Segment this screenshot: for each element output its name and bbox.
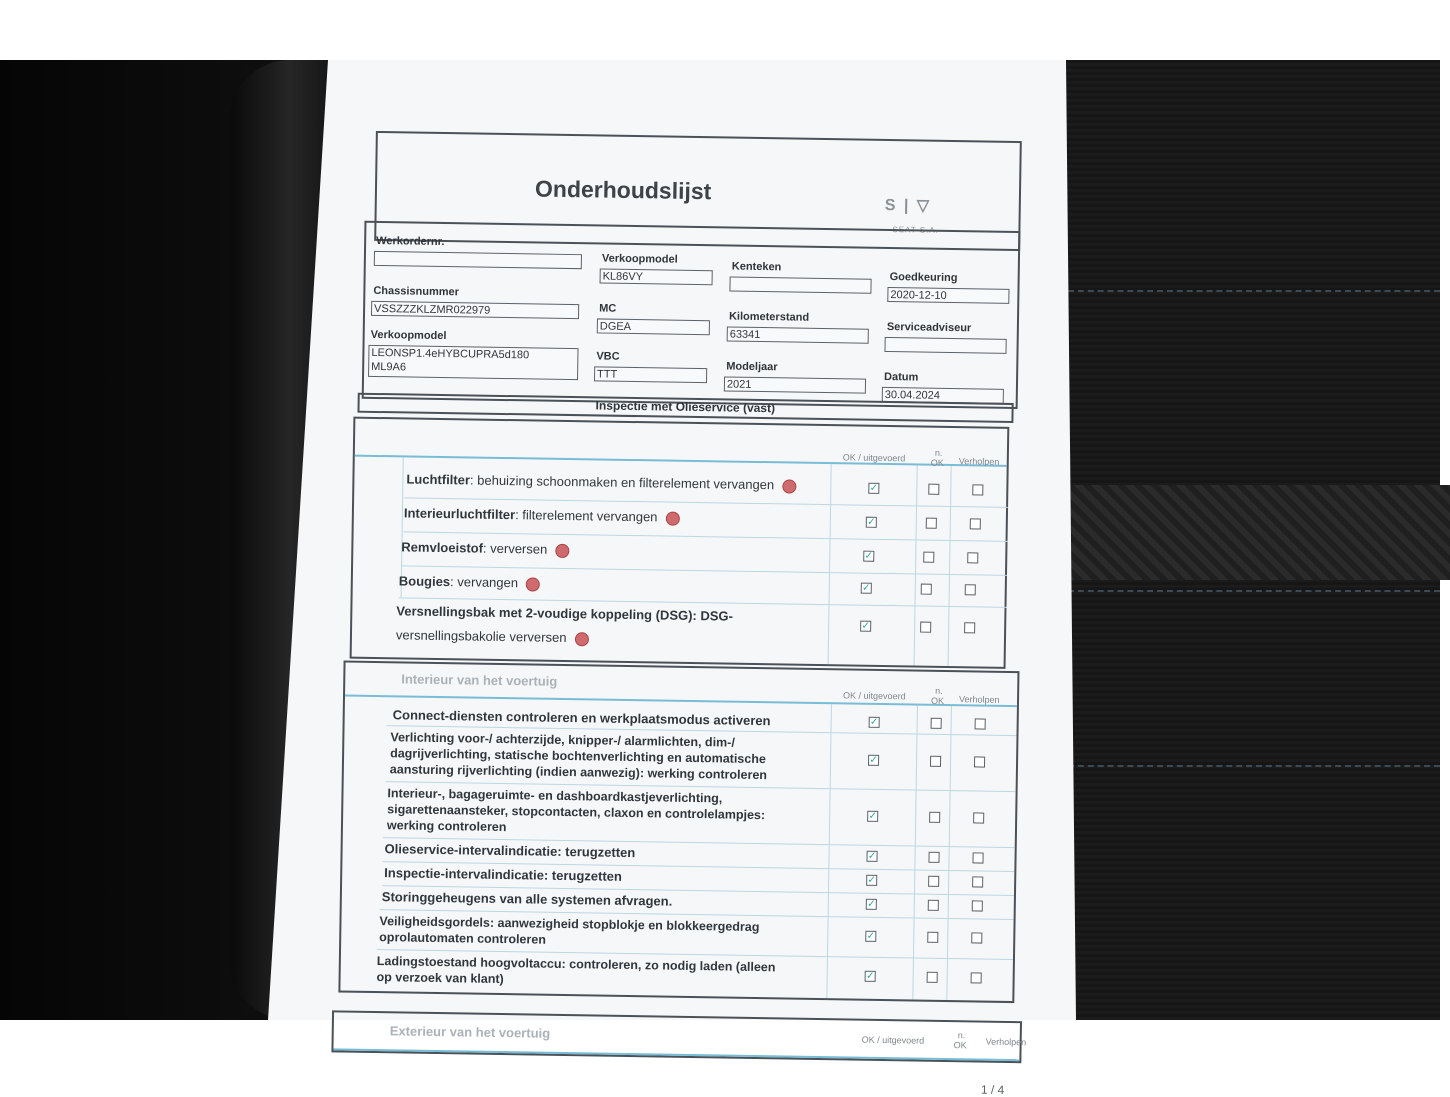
- item-text: : filterelement vervangen: [515, 507, 658, 525]
- nok-checkbox[interactable]: [928, 876, 939, 887]
- nok-checkbox[interactable]: [923, 552, 934, 563]
- item-line2: versnellingsbakolie verversen: [395, 627, 567, 645]
- seat-strap: [1050, 485, 1450, 580]
- brand-subtitle: SEAT S.A.: [892, 225, 939, 235]
- item-line: Interieur-, bagageruimte- en dashboardkastjeverlichting,: [387, 786, 723, 806]
- red-dot-icon: [665, 511, 679, 525]
- red-dot-icon: [555, 543, 569, 557]
- maintenance-form: [301, 124, 1032, 1095]
- col-ok-label: OK / uitgevoerd: [842, 452, 906, 464]
- interieur-item: [379, 913, 759, 951]
- item-text: : vervangen: [450, 574, 519, 591]
- red-dot-icon: [782, 479, 796, 493]
- col-nok-label-1: n.: [957, 1030, 966, 1041]
- nok-checkbox[interactable]: [921, 584, 932, 595]
- nok-checkbox[interactable]: [926, 518, 937, 529]
- verkoopmodel-field: [368, 345, 578, 380]
- verholpen-checkbox[interactable]: [964, 622, 975, 633]
- ok-checkbox[interactable]: ✓: [869, 482, 879, 494]
- red-dot-icon: [526, 577, 540, 591]
- vbc-label: VBC: [596, 350, 620, 363]
- ok-checkbox[interactable]: ✓: [867, 898, 876, 910]
- page-number: 1 / 4: [980, 1082, 1005, 1097]
- nok-checkbox[interactable]: [928, 852, 939, 863]
- chassisnummer-label: Chassisnummer: [373, 284, 460, 299]
- verholpen-checkbox[interactable]: [967, 552, 978, 563]
- interieur-item: Inspectie-intervalindicatie: terugzetten: [384, 865, 623, 884]
- seat-stitching: [1068, 290, 1440, 292]
- mc-label: MC: [599, 302, 617, 315]
- col-verholpen-label: Verholpen: [958, 456, 1000, 467]
- nok-checkbox[interactable]: [928, 900, 939, 911]
- item-line: dagrijverlichting, statische bochtenverlichting en automatische: [390, 746, 766, 767]
- nok-checkbox[interactable]: [928, 484, 939, 495]
- col-nok-label-1: n.: [935, 685, 943, 696]
- serviceadviseur-label: Serviceadviseur: [886, 320, 972, 335]
- kilometerstand-field: 63341: [727, 326, 869, 343]
- item-line: oprolautomaten controleren: [379, 930, 547, 947]
- col-ok-label: OK / uitgevoerd: [843, 690, 906, 702]
- modeljaar-label: Modeljaar: [726, 360, 778, 374]
- datum-field: 30.04.2024: [882, 387, 1004, 404]
- interieur-item: [387, 785, 766, 839]
- ok-checkbox[interactable]: ✓: [869, 754, 878, 766]
- interieur-item: Connect-diensten controleren en werkplaatsmodus activeren: [392, 707, 771, 729]
- red-dot-icon: [574, 632, 588, 646]
- werkordernr-label: Werkordernr.: [376, 234, 445, 249]
- verholpen-checkbox[interactable]: [972, 852, 983, 863]
- seat-stitching: [1068, 590, 1440, 592]
- ok-checkbox[interactable]: ✓: [869, 716, 879, 728]
- nok-checkbox[interactable]: [931, 718, 942, 729]
- item-text: : verversen: [482, 540, 548, 557]
- ok-checkbox[interactable]: ✓: [867, 874, 876, 886]
- photo-background: [0, 60, 1440, 1097]
- kenteken-field: [729, 277, 871, 294]
- item-line: Veiligheidsgordels: aanwezigheid stopblokje en blokkeergedrag: [379, 914, 760, 935]
- goedkeuring-field: 2020-12-10: [887, 287, 1009, 304]
- exterieur-header: Exterieur van het voertuig: [389, 1023, 551, 1041]
- chassisnummer-field: VSSZZZKLZMR022979: [371, 301, 579, 319]
- item-line: werking controleren: [386, 818, 507, 835]
- item-line: Ladingstoestand hoogvoltaccu: controleren, zo nodig laden (alleen: [376, 954, 776, 975]
- col-verholpen-label: Verholpen: [985, 1036, 1027, 1048]
- verholpen-checkbox[interactable]: [974, 756, 985, 767]
- verkoopmodel-line1: LEONSP1.4eHYBCUPRA5d180: [371, 346, 530, 362]
- col-ok-label: OK / uitgevoerd: [861, 1034, 925, 1046]
- seat-brand-s: S: [884, 196, 898, 215]
- item-text: : behuizing schoonmaken en filterelement vervangen: [469, 472, 775, 493]
- kenteken-label: Kenteken: [731, 260, 782, 274]
- ok-checkbox[interactable]: ✓: [864, 550, 874, 562]
- interieur-item: Olieservice-intervalindicatie: terugzetten: [384, 841, 636, 861]
- col-nok-label-2: OK: [930, 457, 944, 468]
- kilometerstand-label: Kilometerstand: [728, 310, 810, 324]
- ok-checkbox[interactable]: ✓: [867, 850, 877, 862]
- item-bold: Interieurluchtfilter: [403, 505, 516, 523]
- nok-checkbox[interactable]: [927, 972, 938, 983]
- col-nok-label-2: OK: [953, 1040, 967, 1051]
- ok-checkbox[interactable]: ✓: [867, 516, 876, 528]
- verkoopmodel-line2: ML9A6: [371, 360, 407, 374]
- seat-stitching: [1068, 765, 1440, 767]
- verholpen-checkbox[interactable]: [971, 972, 982, 983]
- verholpen-checkbox[interactable]: [972, 876, 983, 887]
- inspectie-item: [399, 573, 540, 591]
- col-nok-label-1: n.: [934, 447, 943, 458]
- verholpen-checkbox[interactable]: [973, 812, 984, 823]
- verkoopmodel-label: Verkoopmodel: [370, 328, 447, 343]
- mc-field: DGEA: [597, 318, 710, 335]
- item-line: sigarettenaansteker, stopcontacten, claxon en controlelampjes:: [387, 802, 766, 823]
- item-line1: Versnellingsbak met 2-voudige koppeling (DSG): DSG-: [396, 603, 734, 624]
- form-title: Onderhoudslijst: [534, 175, 712, 205]
- verholpen-checkbox[interactable]: [970, 518, 981, 529]
- datum-label: Datum: [884, 370, 919, 384]
- cupra-logo-icon: ▽: [916, 197, 932, 215]
- ok-checkbox[interactable]: ✓: [861, 620, 870, 632]
- nok-checkbox[interactable]: [920, 622, 931, 633]
- item-line: Verlichting voor-/ achterzijde, knipper-/ alarmlichten, dim-/: [390, 730, 735, 750]
- interieur-item: [390, 729, 768, 783]
- verholpen-checkbox[interactable]: [965, 584, 976, 595]
- verholpen-checkbox[interactable]: [972, 484, 983, 495]
- ok-checkbox[interactable]: ✓: [868, 810, 877, 822]
- item-line: op verzoek van klant): [376, 970, 504, 987]
- verholpen-checkbox[interactable]: [971, 932, 982, 943]
- interieur-item: Storinggeheugens van alle systemen afvragen.: [381, 889, 673, 909]
- nok-checkbox[interactable]: [930, 756, 941, 767]
- inspectie-item: [396, 599, 733, 652]
- item-line: aansturing rijverlichting (indien aanwezig): werking controleren: [389, 762, 768, 783]
- interieur-header: Interieur van het voertuig: [401, 671, 558, 689]
- col-nok-label-2: OK: [930, 695, 945, 706]
- nok-checkbox[interactable]: [927, 932, 938, 943]
- ok-checkbox[interactable]: ✓: [865, 970, 875, 982]
- interieur-item: [376, 953, 775, 991]
- verkoopmodel-code-label: Verkoopmodel: [601, 252, 678, 266]
- modeljaar-field: 2021: [724, 376, 866, 393]
- vbc-field: TTT: [594, 366, 707, 383]
- inspectie-item: [401, 539, 569, 558]
- seat-logo: S | ▽: [884, 196, 932, 215]
- verkoopmodel-code-field: KL86VY: [600, 268, 713, 285]
- ok-checkbox[interactable]: ✓: [861, 582, 871, 594]
- nok-checkbox[interactable]: [929, 812, 940, 823]
- inspectie-header: Inspectie met Olieservice (vast): [595, 398, 776, 416]
- col-verholpen-label: Verholpen: [958, 694, 1000, 705]
- item-bold: Bougies: [398, 573, 451, 590]
- serviceadviseur-field: [884, 337, 1006, 354]
- ok-checkbox[interactable]: ✓: [866, 930, 876, 942]
- item-bold: Remvloeistof: [401, 539, 484, 556]
- goedkeuring-label: Goedkeuring: [889, 271, 958, 285]
- verholpen-checkbox[interactable]: [975, 718, 986, 729]
- item-bold: Luchtfilter: [406, 471, 471, 488]
- verholpen-checkbox[interactable]: [972, 900, 983, 911]
